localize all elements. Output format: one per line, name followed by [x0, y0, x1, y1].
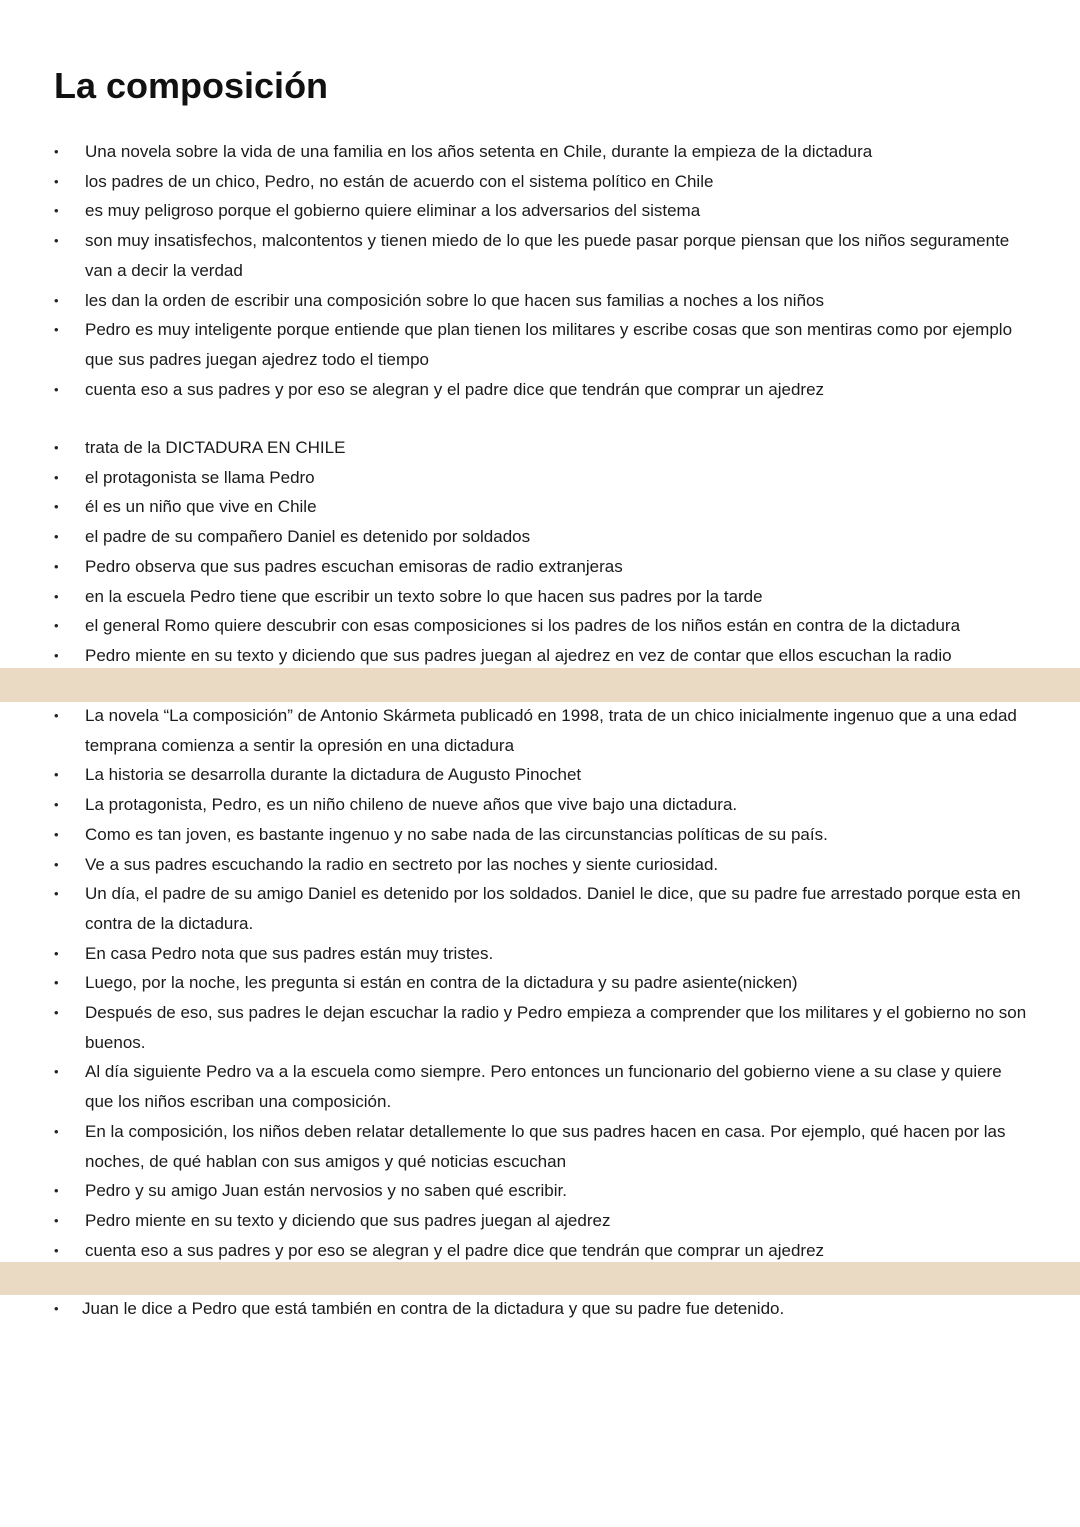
list-item: • en la escuela Pedro tiene que escribir un texto sobre lo que hacen sus padres por la tarde [54, 582, 1034, 612]
list-item: • el general Romo quiere descubrir con esas composiciones si los padres de los niños están en contra de la dictadura [54, 611, 1034, 641]
list-item: • Pedro y su amigo Juan están nervosios y no saben qué escribir. [54, 1176, 1034, 1206]
page-title: La composición [54, 65, 329, 106]
list-item: • La novela “La composición” de Antonio Skármeta publicadó en 1998, trata de un chico inicialmente ingenuo que a una edad temprana comienza a sentir la opresión en una dictadura [54, 701, 1034, 760]
list-item: • La protagonista, Pedro, es un niño chileno de nueve años que vive bajo una dictadura. [54, 790, 1034, 820]
list-item: • Pedro observa que sus padres escuchan emisoras de radio extranjeras [54, 552, 1034, 582]
list-item: • el protagonista se llama Pedro [54, 463, 1034, 493]
list-item: • En casa Pedro nota que sus padres están muy tristes. [54, 939, 1034, 969]
list-item: • Luego, por la noche, les pregunta si están en contra de la dictadura y su padre asiente(nicken) [54, 968, 1034, 998]
list-item: • trata de la DICTADURA EN CHILE [54, 433, 1034, 463]
list-item: • Pedro miente en su texto y diciendo que sus padres juegan al ajedrez [54, 1206, 1034, 1236]
list-item: • Después de eso, sus padres le dejan escuchar la radio y Pedro empieza a comprender que los militares y el gobierno no son buenos. [54, 998, 1034, 1057]
list-item: • Al día siguiente Pedro va a la escuela como siempre. Pero entonces un funcionario del gobierno viene a su clase y quiere que los niños escriban una composición. [54, 1057, 1034, 1116]
list-item: • Un día, el padre de su amigo Daniel es detenido por los soldados. Daniel le dice, que su padre fue arrestado porque esta en contra de la dictadura. [54, 879, 1034, 938]
section-divider-band [0, 1262, 1080, 1295]
summary-list-4 [54, 1294, 1034, 1324]
list-item: • Juan le dice a Pedro que está también en contra de la dictadura y que su padre fue detenido. [54, 1294, 1034, 1324]
list-item: • Una novela sobre la vida de una familia en los años setenta en Chile, durante la empieza de la dictadura [54, 137, 1034, 167]
list-item: • cuenta eso a sus padres y por eso se alegran y el padre dice que tendrán que comprar un ajedrez [54, 1236, 1034, 1266]
list-item: • Como es tan joven, es bastante ingenuo y no sabe nada de las circunstancias políticas de su país. [54, 820, 1034, 850]
section-divider-band [0, 668, 1080, 702]
list-item: • los padres de un chico, Pedro, no están de acuerdo con el sistema político en Chile [54, 167, 1034, 197]
list-item: • son muy insatisfechos, malcontentos y tienen miedo de lo que les puede pasar porque piensan que los niños seguramente van a decir la verdad [54, 226, 1034, 285]
list-item: • les dan la orden de escribir una composición sobre lo que hacen sus familias a noches a los niños [54, 286, 1034, 316]
list-item: • el padre de su compañero Daniel es detenido por soldados [54, 522, 1034, 552]
list-item: • Pedro es muy inteligente porque entiende que plan tienen los militares y escribe cosas que son mentiras como por ejemplo que sus padres juegan ajedrez todo el tiempo [54, 315, 1034, 374]
summary-list-2 [54, 433, 1034, 671]
list-item: • cuenta eso a sus padres y por eso se alegran y el padre dice que tendrán que comprar un ajedrez [54, 375, 1034, 405]
list-item: • La historia se desarrolla durante la dictadura de Augusto Pinochet [54, 760, 1034, 790]
list-item: • es muy peligroso porque el gobierno quiere eliminar a los adversarios del sistema [54, 196, 1034, 226]
list-item: • él es un niño que vive en Chile [54, 492, 1034, 522]
list-item: • En la composición, los niños deben relatar detallemente lo que sus padres hacen en casa. Por ejemplo, qué hacen por las noches, de qué hablan con sus amigos y qué noticias escuchan [54, 1117, 1034, 1176]
list-item: • Ve a sus padres escuchando la radio en sectreto por las noches y siente curiosidad. [54, 850, 1034, 880]
list-item: • Pedro miente en su texto y diciendo que sus padres juegan al ajedrez en vez de contar que ellos escuchan la radio [54, 641, 1034, 671]
summary-list-3 [54, 701, 1034, 1265]
summary-list-1 [54, 137, 1034, 404]
